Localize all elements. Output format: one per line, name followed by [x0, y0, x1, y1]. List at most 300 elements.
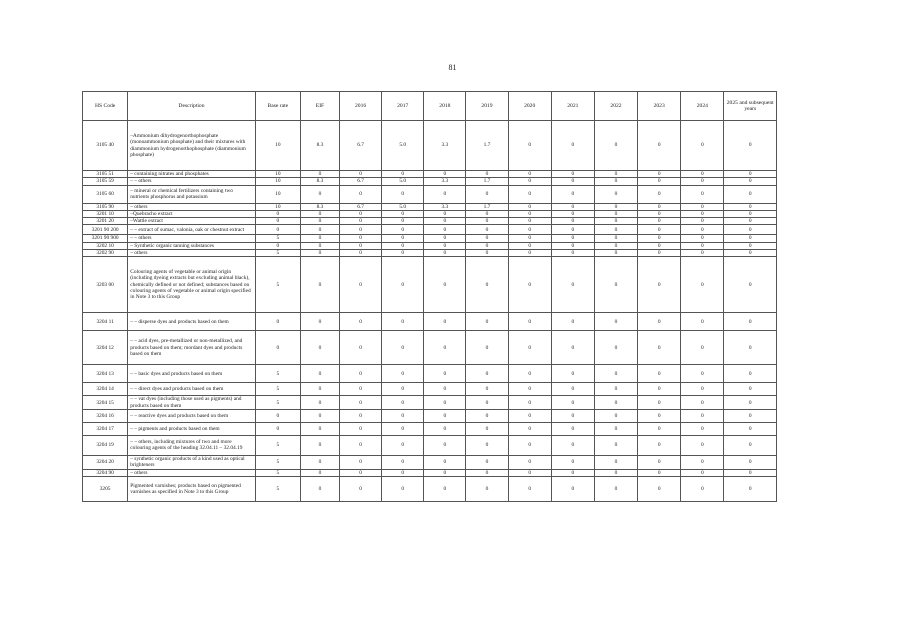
- description-cell: –Ammonium dihydrogenorthophosphate (monoammonium phosphate) and their mixtures with diammonium hydrogenorthophosphate (diammonium phosphate): [128, 121, 255, 171]
- rate-cell: 0: [638, 257, 681, 313]
- rate-cell: 0: [594, 469, 637, 476]
- rate-cell: 5.0: [382, 178, 424, 185]
- table-row: [83, 218, 777, 225]
- rate-cell: 0: [594, 121, 637, 171]
- rate-cell: 0: [724, 250, 777, 257]
- base-rate-cell: 5: [255, 250, 300, 257]
- rate-cell: 0: [340, 225, 382, 235]
- rate-cell: 0: [594, 257, 637, 313]
- rate-cell: 0: [424, 435, 466, 455]
- column-header: 2016: [340, 92, 382, 121]
- rate-cell: 0: [551, 178, 594, 185]
- table-header-row: [83, 92, 777, 121]
- rate-cell: 0: [466, 235, 508, 242]
- description-cell: – – disperse dyes and products based on them: [128, 313, 255, 331]
- rate-cell: 0: [681, 210, 724, 217]
- rate-cell: 0: [724, 422, 777, 435]
- table-row: [83, 235, 777, 242]
- base-rate-cell: 5: [255, 365, 300, 383]
- description-cell: – – direct dyes and products based on them: [128, 383, 255, 396]
- rate-cell: 0: [508, 422, 551, 435]
- base-rate-cell: 5: [255, 257, 300, 313]
- hs-code-cell: 3204 15: [83, 396, 128, 410]
- rate-cell: 0: [681, 121, 724, 171]
- rate-cell: 0: [424, 185, 466, 203]
- rate-cell: 0: [300, 218, 339, 225]
- rate-cell: 0: [466, 455, 508, 469]
- rate-cell: 0: [594, 396, 637, 410]
- rate-cell: 0: [382, 313, 424, 331]
- rate-cell: 0: [340, 331, 382, 365]
- rate-cell: 0: [594, 365, 637, 383]
- rate-cell: 0: [466, 210, 508, 217]
- rate-cell: 0: [424, 476, 466, 501]
- rate-cell: 0: [300, 422, 339, 435]
- rate-cell: 0: [638, 171, 681, 178]
- table-row: [83, 396, 777, 410]
- rate-cell: 0: [382, 242, 424, 249]
- rate-cell: 3.3: [424, 178, 466, 185]
- table-row: [83, 331, 777, 365]
- hs-code-cell: 3105 90: [83, 203, 128, 210]
- rate-cell: 0: [681, 435, 724, 455]
- hs-code-cell: 3204 13: [83, 365, 128, 383]
- rate-cell: 0: [594, 171, 637, 178]
- rate-cell: 0: [466, 396, 508, 410]
- rate-cell: 0: [466, 476, 508, 501]
- rate-cell: 0: [424, 313, 466, 331]
- rate-cell: 0: [424, 210, 466, 217]
- rate-cell: 0: [382, 365, 424, 383]
- base-rate-cell: 0: [255, 210, 300, 217]
- rate-cell: 0: [424, 171, 466, 178]
- column-header: 2022: [594, 92, 637, 121]
- rate-cell: 0: [594, 218, 637, 225]
- base-rate-cell: 0: [255, 422, 300, 435]
- description-cell: – – extract of sumac, valonia, oak or chestnut extract: [128, 225, 255, 235]
- rate-cell: 0: [594, 313, 637, 331]
- rate-cell: 0: [681, 242, 724, 249]
- rate-cell: 0: [638, 331, 681, 365]
- rate-cell: 0: [724, 365, 777, 383]
- rate-cell: 1.7: [466, 178, 508, 185]
- rate-cell: 0: [382, 210, 424, 217]
- rate-cell: 0: [724, 476, 777, 501]
- rate-cell: 0: [508, 210, 551, 217]
- rate-cell: 0: [466, 313, 508, 331]
- rate-cell: 0: [300, 242, 339, 249]
- rate-cell: 0: [382, 218, 424, 225]
- rate-cell: 0: [681, 331, 724, 365]
- rate-cell: 0: [681, 396, 724, 410]
- rate-cell: 0: [594, 210, 637, 217]
- rate-cell: 0: [382, 250, 424, 257]
- rate-cell: 0: [551, 185, 594, 203]
- rate-cell: 0: [424, 218, 466, 225]
- rate-cell: 0: [724, 178, 777, 185]
- rate-cell: 0: [508, 250, 551, 257]
- rate-cell: 0: [724, 210, 777, 217]
- rate-cell: 0: [681, 218, 724, 225]
- rate-cell: 0: [681, 257, 724, 313]
- rate-cell: 0: [551, 409, 594, 422]
- rate-cell: 0: [638, 383, 681, 396]
- rate-cell: 0: [300, 409, 339, 422]
- description-cell: Colouring agents of vegetable or animal origin (including dyeing extracts but excluding animal black), chemically defined or not defined; substances based on colouring agents of vegetable or animal origin specified in Note 3 to this Group: [128, 257, 255, 313]
- rate-cell: 0: [340, 250, 382, 257]
- base-rate-cell: 0: [255, 218, 300, 225]
- base-rate-cell: 5: [255, 469, 300, 476]
- rate-cell: 3.3: [424, 203, 466, 210]
- rate-cell: 0: [424, 250, 466, 257]
- rate-cell: 0: [551, 203, 594, 210]
- rate-cell: 0: [508, 469, 551, 476]
- rate-cell: 0: [638, 365, 681, 383]
- rate-cell: 0: [466, 185, 508, 203]
- table-row: [83, 225, 777, 235]
- table-row: [83, 203, 777, 210]
- rate-cell: 0: [638, 435, 681, 455]
- rate-cell: 0: [638, 313, 681, 331]
- rate-cell: 0: [382, 409, 424, 422]
- rate-cell: 0: [424, 422, 466, 435]
- rate-cell: 0: [551, 469, 594, 476]
- column-header: Base rate: [255, 92, 300, 121]
- hs-code-cell: 3203 00: [83, 257, 128, 313]
- description-cell: – – others, including mixtures of two and more colouring agents of the heading 32.04.11 – 32.04.19: [128, 435, 255, 455]
- rate-cell: 0: [508, 455, 551, 469]
- rate-cell: 0: [724, 331, 777, 365]
- rate-cell: 0: [724, 225, 777, 235]
- rate-cell: 0: [551, 218, 594, 225]
- hs-code-cell: 3204 11: [83, 313, 128, 331]
- rate-cell: 0: [382, 435, 424, 455]
- rate-cell: 0: [466, 365, 508, 383]
- rate-cell: 0: [424, 331, 466, 365]
- rate-cell: 0: [551, 257, 594, 313]
- rate-cell: 0: [724, 235, 777, 242]
- rate-cell: 0: [340, 435, 382, 455]
- rate-cell: 0: [466, 218, 508, 225]
- base-rate-cell: 5: [255, 396, 300, 410]
- table-row: [83, 250, 777, 257]
- rate-cell: 0: [382, 455, 424, 469]
- rate-cell: 0: [340, 218, 382, 225]
- column-header: 2018: [424, 92, 466, 121]
- rate-cell: 0: [551, 121, 594, 171]
- rate-cell: 0: [466, 435, 508, 455]
- rate-cell: 0: [681, 365, 724, 383]
- hs-code-cell: 3105 60: [83, 185, 128, 203]
- rate-cell: 0: [724, 121, 777, 171]
- base-rate-cell: 10: [255, 121, 300, 171]
- rate-cell: 0: [424, 455, 466, 469]
- table-row: [83, 409, 777, 422]
- rate-cell: 0: [724, 435, 777, 455]
- rate-cell: 0: [724, 218, 777, 225]
- table-row: [83, 435, 777, 455]
- column-header: 2020: [508, 92, 551, 121]
- hs-code-cell: 3204 20: [83, 455, 128, 469]
- rate-cell: 0: [508, 409, 551, 422]
- base-rate-cell: 5: [255, 235, 300, 242]
- rate-cell: 0: [382, 185, 424, 203]
- rate-cell: 0: [340, 185, 382, 203]
- table-row: [83, 455, 777, 469]
- rate-cell: 0: [382, 235, 424, 242]
- table-row: [83, 257, 777, 313]
- rate-cell: 0: [466, 225, 508, 235]
- rate-cell: 0: [638, 422, 681, 435]
- base-rate-cell: 5: [255, 476, 300, 501]
- hs-code-cell: 3204 17: [83, 422, 128, 435]
- hs-code-cell: 3201 90 900: [83, 235, 128, 242]
- rate-cell: 0: [724, 242, 777, 249]
- rate-cell: 0: [724, 203, 777, 210]
- rate-cell: 0: [300, 435, 339, 455]
- rate-cell: 0: [638, 210, 681, 217]
- rate-cell: 0: [681, 178, 724, 185]
- rate-cell: 0: [594, 242, 637, 249]
- table-row: [83, 476, 777, 501]
- rate-cell: 5.0: [382, 203, 424, 210]
- description-cell: – others: [128, 469, 255, 476]
- rate-cell: 0: [638, 469, 681, 476]
- rate-cell: 0: [424, 235, 466, 242]
- rate-cell: 0: [551, 422, 594, 435]
- rate-cell: 0: [508, 203, 551, 210]
- rate-cell: 0: [300, 257, 339, 313]
- description-cell: – – others: [128, 235, 255, 242]
- rate-cell: 0: [466, 383, 508, 396]
- rate-cell: 0: [300, 250, 339, 257]
- rate-cell: 0: [638, 178, 681, 185]
- hs-code-cell: 3105 40: [83, 121, 128, 171]
- rate-cell: 0: [424, 242, 466, 249]
- rate-cell: 0: [724, 185, 777, 203]
- rate-cell: 0: [594, 185, 637, 203]
- rate-cell: 0: [681, 455, 724, 469]
- rate-cell: 0: [340, 365, 382, 383]
- rate-cell: 0: [340, 469, 382, 476]
- rate-cell: 0: [300, 235, 339, 242]
- base-rate-cell: 10: [255, 185, 300, 203]
- rate-cell: 0: [724, 313, 777, 331]
- rate-cell: 0: [300, 331, 339, 365]
- rate-cell: 0: [551, 242, 594, 249]
- rate-cell: 0: [466, 422, 508, 435]
- rate-cell: 0: [508, 435, 551, 455]
- rate-cell: 0: [594, 178, 637, 185]
- rate-cell: 0: [681, 422, 724, 435]
- rate-cell: 0: [551, 435, 594, 455]
- rate-cell: 0: [638, 235, 681, 242]
- table-row: [83, 171, 777, 178]
- rate-cell: 5.0: [382, 121, 424, 171]
- hs-code-cell: 3205: [83, 476, 128, 501]
- table-row: [83, 313, 777, 331]
- rate-cell: 0: [340, 313, 382, 331]
- page-number: 81: [448, 63, 457, 72]
- rate-cell: 0: [466, 409, 508, 422]
- rate-cell: 0: [638, 225, 681, 235]
- rate-cell: 0: [340, 235, 382, 242]
- rate-cell: 1.7: [466, 203, 508, 210]
- description-cell: Pigmented varnishes; products based on pigmented varnishes as specified in Note 3 to this Group: [128, 476, 255, 501]
- rate-cell: 0: [300, 313, 339, 331]
- rate-cell: 0: [551, 476, 594, 501]
- hs-code-cell: 3204 90: [83, 469, 128, 476]
- table-row: [83, 242, 777, 249]
- rate-cell: 0: [594, 331, 637, 365]
- rate-cell: 0: [508, 257, 551, 313]
- rate-cell: 0: [681, 409, 724, 422]
- rate-cell: 0: [340, 409, 382, 422]
- column-header: 2017: [382, 92, 424, 121]
- rate-cell: 0: [638, 242, 681, 249]
- rate-cell: 0: [638, 455, 681, 469]
- rate-cell: 0: [300, 469, 339, 476]
- description-cell: – – reactive dyes and products based on them: [128, 409, 255, 422]
- rate-cell: 0: [508, 365, 551, 383]
- table-row: [83, 121, 777, 171]
- description-cell: – Synthetic organic tanning substances: [128, 242, 255, 249]
- rate-cell: 0: [508, 225, 551, 235]
- rate-cell: 0: [724, 469, 777, 476]
- rate-cell: 0: [300, 383, 339, 396]
- rate-cell: 0: [382, 225, 424, 235]
- column-header: 2021: [551, 92, 594, 121]
- rate-cell: 0: [638, 409, 681, 422]
- column-header: EIF: [300, 92, 339, 121]
- rate-cell: 0: [594, 409, 637, 422]
- rate-cell: 0: [424, 469, 466, 476]
- rate-cell: 0: [466, 257, 508, 313]
- description-cell: – synthetic organic products of a kind used as optical brighteners: [128, 455, 255, 469]
- table-row: [83, 178, 777, 185]
- rate-cell: 0: [638, 250, 681, 257]
- rate-cell: 0: [508, 235, 551, 242]
- rate-cell: 6.7: [340, 121, 382, 171]
- rate-cell: 0: [340, 210, 382, 217]
- rate-cell: 0: [681, 383, 724, 396]
- hs-code-cell: 3202 10: [83, 242, 128, 249]
- rate-cell: 6.7: [340, 203, 382, 210]
- rate-cell: 0: [724, 171, 777, 178]
- description-cell: – others: [128, 203, 255, 210]
- hs-code-cell: 3204 19: [83, 435, 128, 455]
- rate-cell: 0: [724, 396, 777, 410]
- rate-cell: 0: [340, 455, 382, 469]
- base-rate-cell: 0: [255, 409, 300, 422]
- table-row: [83, 469, 777, 476]
- description-cell: – – acid dyes, pre-metallized or non-metallized, and products based on them; mordant dyes and products based on them: [128, 331, 255, 365]
- rate-cell: 0: [508, 383, 551, 396]
- hs-code-cell: 3201 90 200: [83, 225, 128, 235]
- description-cell: –Wattle extract: [128, 218, 255, 225]
- rate-cell: 0: [551, 383, 594, 396]
- rate-cell: 0: [424, 396, 466, 410]
- base-rate-cell: 0: [255, 331, 300, 365]
- rate-cell: 6.7: [340, 178, 382, 185]
- rate-cell: 0: [594, 455, 637, 469]
- rate-cell: 0: [340, 171, 382, 178]
- rate-cell: 0: [340, 242, 382, 249]
- rate-cell: 0: [638, 396, 681, 410]
- rate-cell: 0: [638, 218, 681, 225]
- rate-cell: 0: [300, 210, 339, 217]
- rate-cell: 0: [424, 257, 466, 313]
- description-cell: – others: [128, 250, 255, 257]
- rate-cell: 0: [300, 225, 339, 235]
- rate-cell: 0: [382, 257, 424, 313]
- rate-cell: 0: [508, 331, 551, 365]
- rate-cell: 0: [638, 185, 681, 203]
- rate-cell: 0: [382, 383, 424, 396]
- rate-cell: 8.3: [300, 178, 339, 185]
- rate-cell: 0: [508, 476, 551, 501]
- rate-cell: 0: [466, 171, 508, 178]
- rate-cell: 0: [508, 171, 551, 178]
- table-row: [83, 210, 777, 217]
- table-row: [83, 422, 777, 435]
- rate-cell: 0: [594, 250, 637, 257]
- rate-cell: 0: [681, 235, 724, 242]
- rate-cell: 0: [300, 365, 339, 383]
- base-rate-cell: 0: [255, 242, 300, 249]
- rate-cell: 0: [382, 396, 424, 410]
- rate-cell: 0: [466, 250, 508, 257]
- rate-cell: 0: [508, 185, 551, 203]
- rate-cell: 0: [382, 171, 424, 178]
- hs-code-cell: 3204 12: [83, 331, 128, 365]
- hs-code-cell: 3204 14: [83, 383, 128, 396]
- rate-cell: 0: [466, 242, 508, 249]
- column-header: HS Code: [83, 92, 128, 121]
- base-rate-cell: 5: [255, 383, 300, 396]
- rate-cell: 0: [724, 455, 777, 469]
- rate-cell: 0: [508, 242, 551, 249]
- rate-cell: 0: [551, 235, 594, 242]
- rate-cell: 0: [340, 422, 382, 435]
- tariff-schedule-table: [82, 91, 777, 502]
- rate-cell: 0: [382, 476, 424, 501]
- rate-cell: 0: [594, 203, 637, 210]
- base-rate-cell: 5: [255, 435, 300, 455]
- column-header: Description: [128, 92, 255, 121]
- rate-cell: 0: [424, 383, 466, 396]
- table-row: [83, 185, 777, 203]
- rate-cell: 0: [681, 203, 724, 210]
- description-cell: –Quebracho extract: [128, 210, 255, 217]
- description-cell: – – basic dyes and products based on them: [128, 365, 255, 383]
- rate-cell: 0: [551, 313, 594, 331]
- base-rate-cell: 10: [255, 203, 300, 210]
- rate-cell: 0: [681, 185, 724, 203]
- rate-cell: 0: [551, 396, 594, 410]
- rate-cell: 0: [508, 178, 551, 185]
- column-header: 2023: [638, 92, 681, 121]
- rate-cell: 0: [340, 396, 382, 410]
- description-cell: – containing nitrates and phosphates: [128, 171, 255, 178]
- hs-code-cell: 3105 59: [83, 178, 128, 185]
- hs-code-cell: 3105 51: [83, 171, 128, 178]
- hs-code-cell: 3201 10: [83, 210, 128, 217]
- rate-cell: 0: [724, 383, 777, 396]
- rate-cell: 0: [424, 225, 466, 235]
- base-rate-cell: 0: [255, 225, 300, 235]
- rate-cell: 0: [551, 250, 594, 257]
